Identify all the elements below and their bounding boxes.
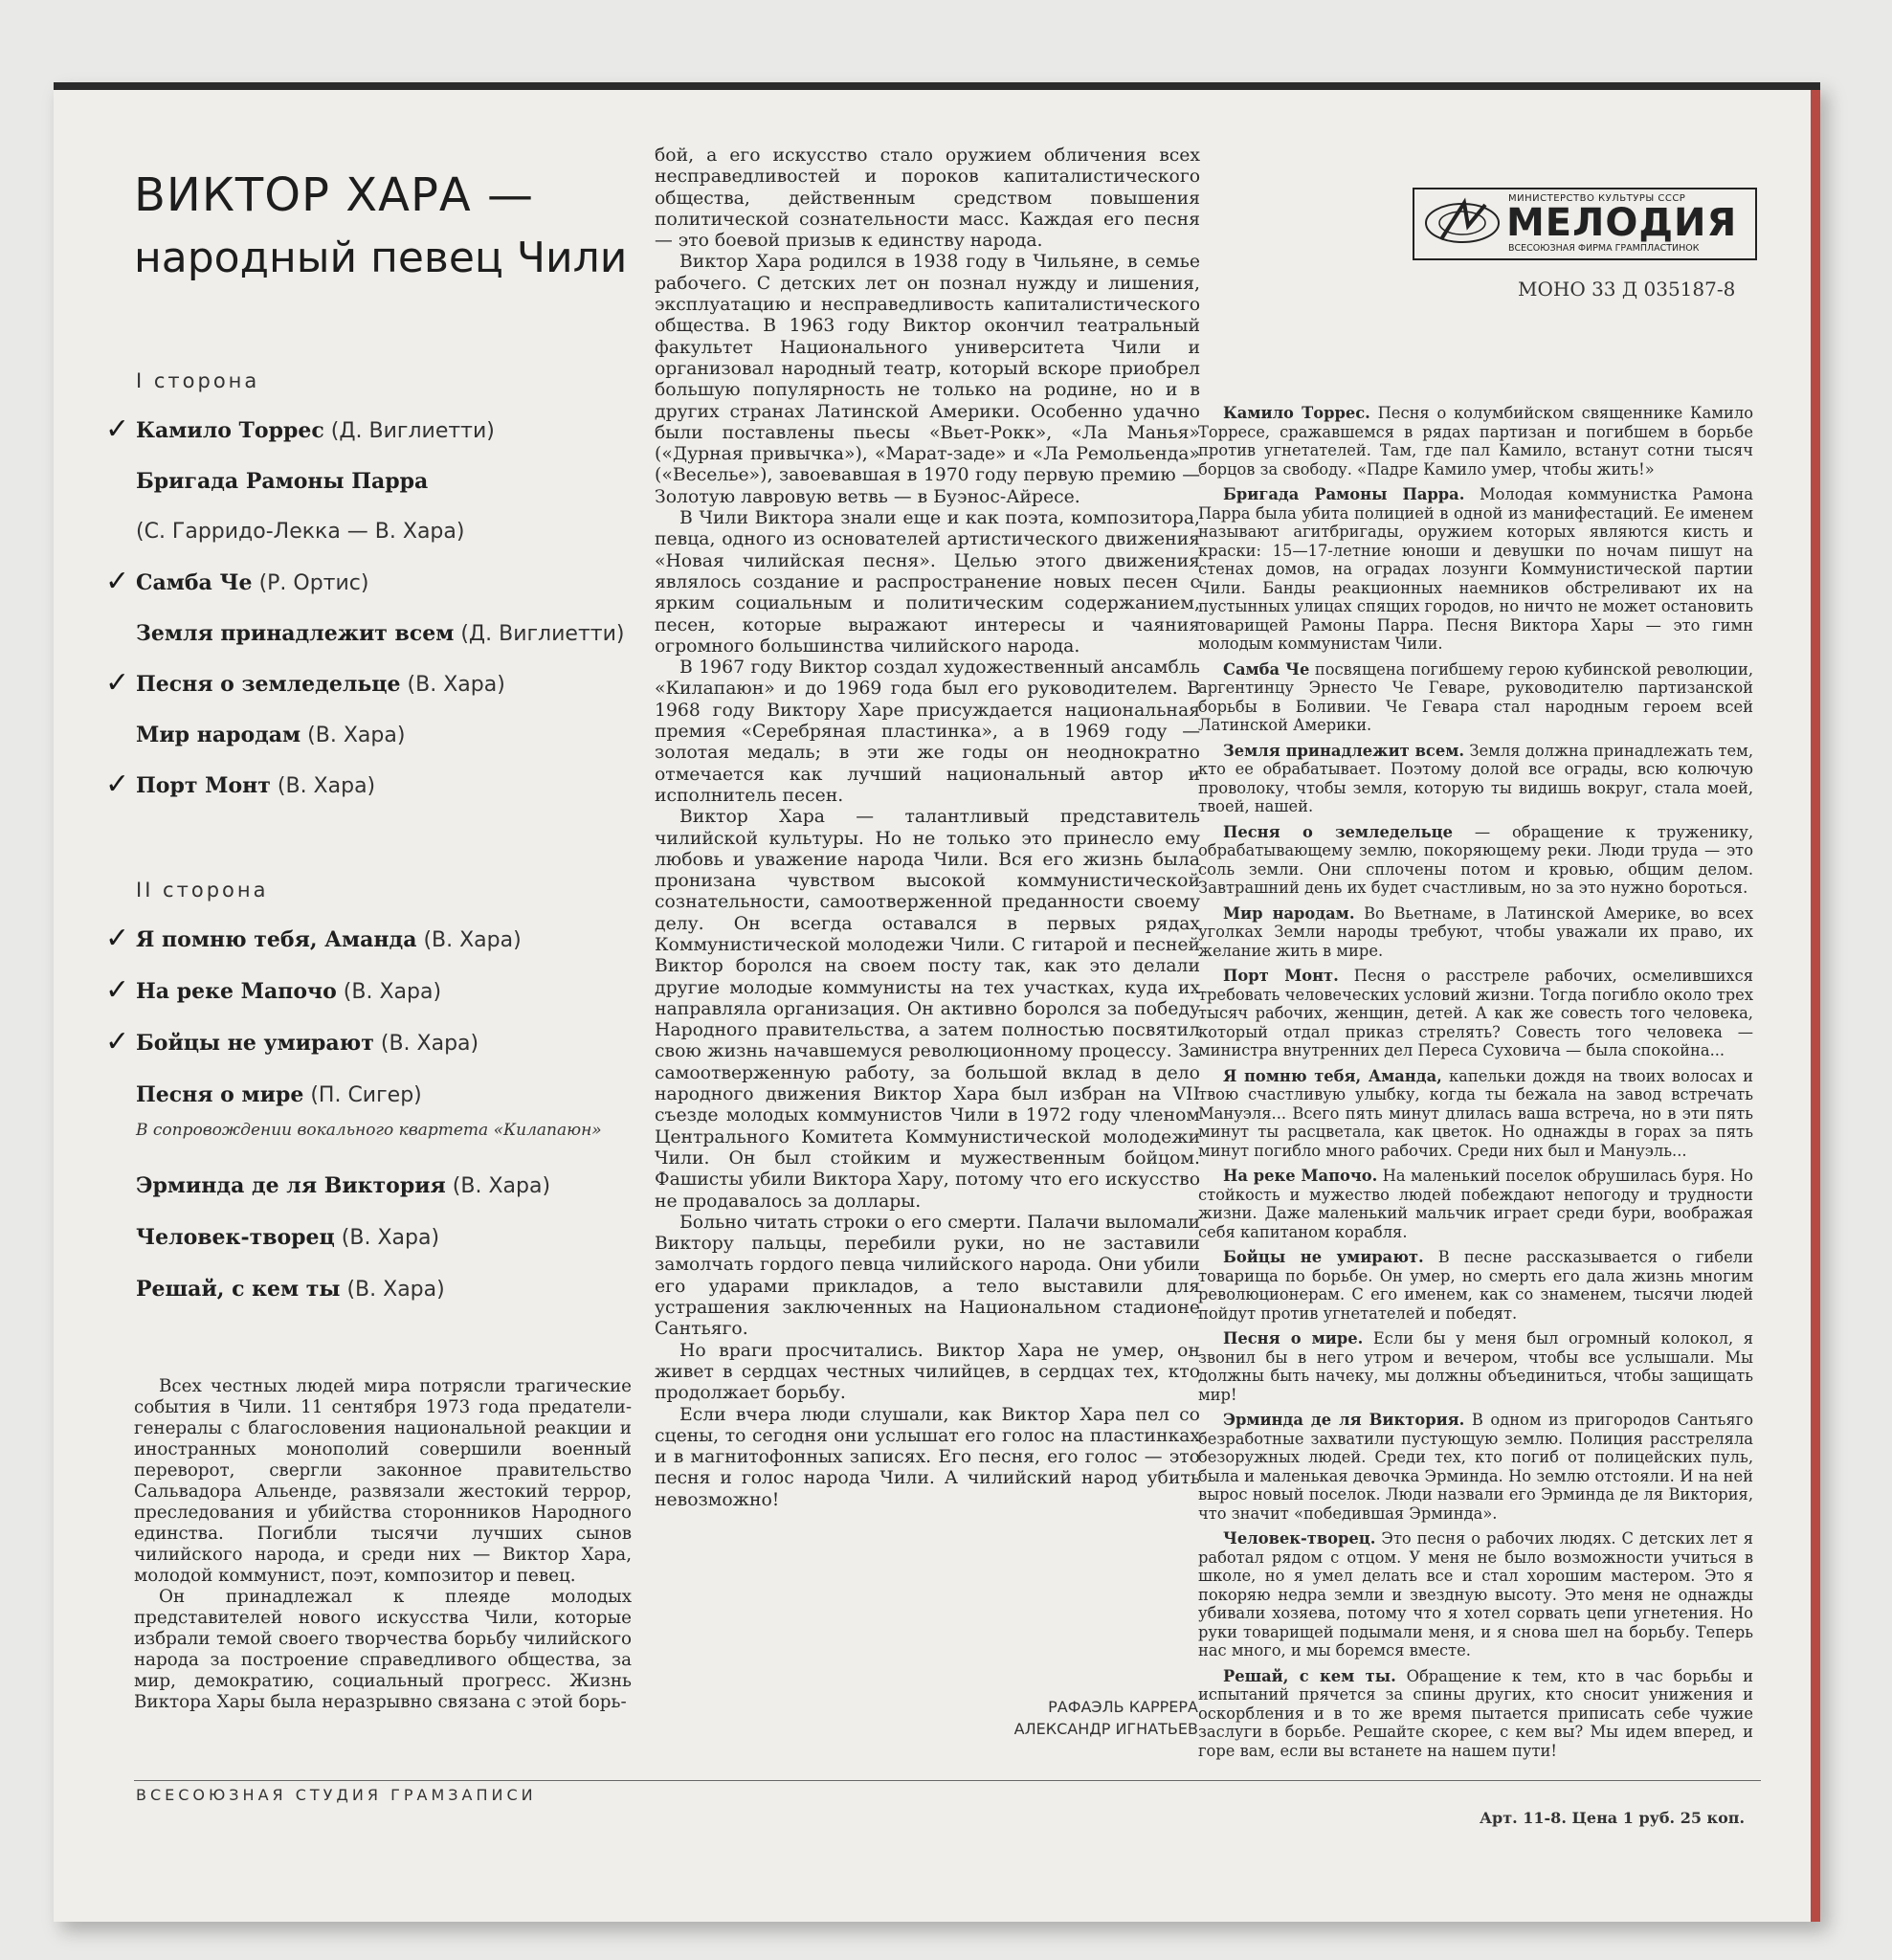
track-item xyxy=(105,922,522,955)
track-author: (В. Хара) xyxy=(452,1174,551,1198)
song-description: Песня о мире. Если бы у меня был огромный колокол, я звонил бы в него утром и вечером, чтобы все услышали. Мы должны быть начеку, мы должны объединиться, чтобы защищать мир! xyxy=(1198,1329,1753,1404)
melodiya-logo xyxy=(1413,188,1757,260)
track-item xyxy=(136,520,464,544)
track-author: (В. Хара) xyxy=(407,673,505,697)
track-author: (В. Хара) xyxy=(346,1278,445,1302)
track-item xyxy=(136,469,428,494)
song-descriptions-column xyxy=(1198,404,1753,1767)
track-item xyxy=(136,1225,439,1250)
title-line-1: ВИКТОР ХАРА — xyxy=(134,168,534,222)
song-description: Эрминда де ля Виктория. В одном из пригородов Сантьяго безработные захватили пустующую землю. Полиция расстреляла безоружных людей. Среди тех, кто погиб от полицейских пуль, была и маленькая девочка Эрминда. Но землю отстояли. И на ней вырос новый поселок. Люди назвали его Эрминда де ля Виктория, что значит «победившая Эрминда». xyxy=(1198,1411,1753,1523)
red-edge xyxy=(1811,90,1820,1922)
song-description: Порт Монт. Песня о расстреле рабочих, осмелившихся требовать человеческих условий жизни. Тогда погибло около трех тысяч рабочих, женщин, детей. А как же совесть того человека, который отдал приказ стрелять? Совесть того человека — министра внутренних дел Переса Суховича — была спокойна... xyxy=(1198,967,1753,1059)
track-author: (Д. Виглиетти) xyxy=(460,622,625,646)
paragraph: В 1967 году Виктор создал художественный ансамбль «Килапаюн» и до 1969 года был его руководителем. В 1968 году Виктору Харе присуждается национальная премия «Серебряная пластинка», а в 1969 году — золотая медаль; в эти же годы он неоднократно отмечается как лучший национальный автор и исполнитель песен. xyxy=(655,657,1200,806)
track-item xyxy=(136,621,624,646)
paragraph: Но враги просчитались. Виктор Хара не умер, он живет в сердцах честных чилийцев, в сердцах тех, кто продолжает борьбу. xyxy=(655,1340,1200,1404)
track-title: Эрминда де ля Виктория xyxy=(136,1173,446,1198)
track-note: В сопровождении вокального квартета «Килапаюн» xyxy=(136,1121,602,1140)
paragraph: Если вчера люди слушали, как Виктор Хара пел со сцены, то сегодня они услышат его голос на пластинках и в магнитофонных записях. Его песня, его голос — это песня и голос народа Чили. А чилийский народ убить невозможно! xyxy=(655,1404,1200,1510)
check-mark-icon: ✓ xyxy=(105,768,130,801)
track-author: (В. Хара) xyxy=(380,1032,479,1056)
title-line-2: народный певец Чили xyxy=(134,234,628,282)
track-title: Бойцы не умирают xyxy=(136,1031,374,1056)
track-title: На реке Мапочо xyxy=(136,979,337,1004)
check-mark-icon: ✓ xyxy=(105,1025,130,1058)
track-item xyxy=(136,1173,550,1198)
song-description: Решай, с кем ты. Обращение к тем, кто в час борьбы и испытаний прячется за спины других, кто сносит унижения и оскорбления и в то же время пытается приписать себе чужие заслуги в борьбе. Решайте скорее, с кем вы? Мы идем вперед, и горе вам, если вы встанете на нашем пути! xyxy=(1198,1666,1753,1760)
track-title: Песня о мире xyxy=(136,1082,304,1107)
track-author: (П. Сигер) xyxy=(310,1083,422,1107)
track-item xyxy=(105,666,505,700)
paragraph: Больно читать строки о его смерти. Палачи выломали Виктору пальцы, перебили руки, но не заставили замолчать гордого певца чилийского народа. Они убили его ударами прикладов, а тело выставили для устрашения заключенных на Национальном стадионе Сантьяго. xyxy=(655,1212,1200,1340)
check-mark-icon: ✓ xyxy=(105,412,130,446)
side-2-heading: II сторона xyxy=(136,879,269,902)
track-item xyxy=(105,565,369,598)
paragraph: В Чили Виктора знали еще и как поэта, композитора, певца, одного из основателей артистического движения «Новая чилийская песня». Целью этого движения являлось создание и распространение новых песен с ярким социальным и политическим содержанием, песен, которые выражают интересы и чаяния огромного большинства чилийского народа. xyxy=(655,508,1200,657)
track-author: (В. Хара) xyxy=(307,724,406,747)
author-signature: АЛЕКСАНДР ИГНАТЬЕВ xyxy=(1013,1720,1198,1738)
track-item xyxy=(105,973,442,1007)
signatures xyxy=(896,1696,1198,1740)
song-description: Я помню тебя, Аманда, капельки дождя на твоих волосах и твою счастливую улыбку, когда ты бежала на завод встречать Мануэля... Всего пять минут длилась ваша встреча, но в эти пять минут ты расцветала, как цветок. Но однажды в горах за пять минут погибло много рабочих. Среди них был и Мануэль... xyxy=(1198,1066,1753,1160)
paragraph: Он принадлежал к плеяде молодых представителей нового искусства Чили, которые избрали темой своего творчества борьбу чилийского народа за построение справедливого общества, за мир, демократию, социальный прогресс. Жизнь Виктора Хары была неразрывно связана с этой борь- xyxy=(134,1587,632,1712)
footer-divider xyxy=(134,1780,1761,1781)
track-item xyxy=(105,1025,479,1058)
song-description: Земля принадлежит всем. Земля должна принадлежать тем, кто ее обрабатывает. Поэтому долой все ограды, всю колючую проволоку, чтобы земля, которую ты видишь вокруг, стала моей, твоей, нашей. xyxy=(1198,741,1754,815)
track-title: Я помню тебя, Аманда xyxy=(136,927,417,952)
track-title: Земля принадлежит всем xyxy=(136,621,455,646)
song-description: На реке Мапочо. На маленький поселок обрушилась буря. Но стойкость и мужество людей побеждают непогоду и трудности жизни. Даже маленький мальчик играет среди бури, воображая себя капитаном корабля. xyxy=(1198,1167,1753,1241)
track-title: Камило Торрес xyxy=(136,418,324,443)
song-description: Самба Че посвящена погибшему герою кубинской революции, аргентинцу Эрнесто Че Геваре, руководителю партизанской борьбы в Боливии. Че Гевара стал народным героем всей Латинской Америки. xyxy=(1198,659,1754,734)
track-item xyxy=(105,768,376,801)
logo-ministry: МИНИСТЕРСТВО КУЛЬТУРЫ СССР xyxy=(1508,193,1686,204)
paragraph: Виктор Хара родился в 1938 году в Чильяне, в семье рабочего. С детских лет он познал нужду и лишения, эксплуатацию и несправедливость капиталистического общества. В 1963 году Виктор окончил театральный факультет Национального университета Чили и организовал народный театр, который вскоре приобрел большую популярность не только на родине, но и в других странах Латинской Америки. Особенно удачно были поставлены пьесы «Вьет-Рокк», «Ла Манья» («Дурная привычка»), «Марат-заде» и «Ла Ремольенда» («Веселье»), завоевавшая в 1970 году первую премию — Золотую лавровую ветвь — в Буэнос-Айресе. xyxy=(655,252,1200,507)
logo-brand: МЕЛОДИЯ xyxy=(1506,201,1738,245)
track-author: (В. Хара) xyxy=(341,1226,440,1250)
track-author: (С. Гарридо-Лекка — В. Хара) xyxy=(136,520,465,544)
intro-column xyxy=(134,1376,632,1713)
check-mark-icon: ✓ xyxy=(105,666,130,700)
record-sleeve xyxy=(54,82,1820,1922)
check-mark-icon: ✓ xyxy=(105,973,130,1007)
song-description: Человек-творец. Это песня о рабочих людях. С детских лет я работал рядом с отцом. У меня не было возможности учиться в школе, но я умел делать все и стал хорошим мастером. Это я покоряю недра земли и звездную высоту. Это меня не однажды убивали хозяева, потому что я хотел сорвать цепи угнетения. Но руки товарищей подымали меня, и я снова шел на борьбу. Теперь нас много, и мы боремся вместе. xyxy=(1198,1529,1753,1659)
track-item xyxy=(105,412,495,446)
price-label: Арт. 11-8. Цена 1 руб. 25 коп. xyxy=(1480,1809,1746,1827)
logo-subtitle: ВСЕСОЮЗНАЯ ФИРМА ГРАМПЛАСТИНОК xyxy=(1508,243,1700,254)
author-signature: РАФАЭЛЬ КАРРЕРА xyxy=(1048,1698,1198,1716)
track-author: (В. Хара) xyxy=(423,928,522,952)
track-author: (Д. Виглиетти) xyxy=(330,419,495,443)
biography-column xyxy=(655,145,1200,1511)
track-title: Песня о земледельце xyxy=(136,672,401,697)
track-title: Самба Че xyxy=(136,570,253,595)
paragraph: Всех честных людей мира потрясли трагические события в Чили. 11 сентября 1973 года предатели-генералы с благословения национальной реакции и иностранных монополий совершили военный переворот, свергли законное правительство Сальвадора Альенде, развязали жестокий террор, преследования и убийства сторонников Народного единства. Погибли тысячи лучших сынов чилийского народа, и среди них — Виктор Хара, молодой коммунист, поэт, композитор и певец. xyxy=(134,1376,632,1586)
track-title: Порт Монт xyxy=(136,773,271,798)
track-title: Решай, с кем ты xyxy=(136,1277,341,1302)
side-1-heading: I сторона xyxy=(136,369,260,392)
studio-name: ВСЕСОЮЗНАЯ СТУДИЯ ГРАМЗАПИСИ xyxy=(136,1786,537,1804)
track-title: Бригада Рамоны Парра xyxy=(136,469,429,494)
paragraph: бой, а его искусство стало оружием обличения всех несправедливостей и пороков капиталистического общества, действенным средством повышения политической сознательности масс. Каждая его песня — это боевой призыв к единству народа. xyxy=(655,145,1200,252)
paragraph: Виктор Хара — талантливый представитель чилийской культуры. Но не только это принесло ему любовь и уважение народа Чили. Вся его жизнь была пронизана чувством высокой коммунистической сознательности, самоотверженной преданности своему делу. Он всегда оставался в первых рядах Коммунистической молодежи Чили. С гитарой и песней Виктор боролся на своем посту так, как это делали другие молодые коммунисты на тех участках, куда их направляла организация. Он активно боролся за победу Народного правительства, а затем полностью посвятил свою жизнь начавшемуся революционному процессу. За самоотверженную работу, за большой вклад в дело народного движения Виктор Хара был избран на VII съезде молодых коммунистов Чили в 1972 году членом Центрального Комитета Коммунистической молодежи Чили. Он был стойким и мужественным бойцом. Фашисты убили Виктора Хару, потому что его искусство не продавалось за доллары. xyxy=(655,807,1200,1212)
track-item xyxy=(136,1277,445,1302)
song-description: Мир народам. Во Вьетнаме, в Латинской Америке, во всех уголках Земли народы требуют, чтобы уважали их право, их желание жить в мире. xyxy=(1198,903,1754,960)
song-description: Бригада Рамоны Парра. Молодая коммунистка Рамона Парра была убита полицией в одной из манифестаций. Ее именем называют агитбригады, оружием которых являются кисть и краски: 15—17-летние юноши и девушки по ночам пишут на стенах домов, на оградах лозунги Коммунистической партии Чили. Банды реакционных наемников обстреливают их на пустынных улицах спящих городов, но ничто не может остановить товарищей Рамоны Парра. Песня Виктора Хары — это гимн молодым коммунистам Чили. xyxy=(1198,485,1753,653)
melodiya-emblem-icon xyxy=(1422,197,1502,249)
song-description: Бойцы не умирают. В песне рассказывается о гибели товарища по борьбе. Он умер, но смерть его дала жизнь многим революционерам. С его именем, как со знаменем, тысячи людей пойдут против угнетателей и победят. xyxy=(1198,1248,1753,1323)
song-description: Песня о земледельце — обращение к труженику, обрабатывающему землю, покоряющему реки. Люди труда — это соль земли. Они сплочены потом и кровью, общим делом. Завтрашний день их будет счастливым, но за это нужно бороться. xyxy=(1198,822,1753,897)
track-item xyxy=(136,723,405,747)
check-mark-icon: ✓ xyxy=(105,565,130,598)
song-description: Камило Торрес. Песня о колумбийском священнике Камило Торресе, сражавшемся в рядах партизан и погибшем в борьбе против угнетателей. Там, где пал Камило, встанут сотни тысяч борцов за свободу. «Падре Камило умер, чтобы жить!» xyxy=(1198,404,1753,479)
track-title: Мир народам xyxy=(136,723,301,747)
track-item xyxy=(136,1082,422,1107)
track-title: Человек-творец xyxy=(136,1225,335,1250)
catalog-number: МОНО 33 Д 035187-8 xyxy=(1518,278,1736,301)
track-author: (В. Хара) xyxy=(343,980,442,1004)
track-author: (Р. Ортис) xyxy=(258,571,369,595)
check-mark-icon: ✓ xyxy=(105,922,130,955)
track-author: (В. Хара) xyxy=(277,774,376,798)
